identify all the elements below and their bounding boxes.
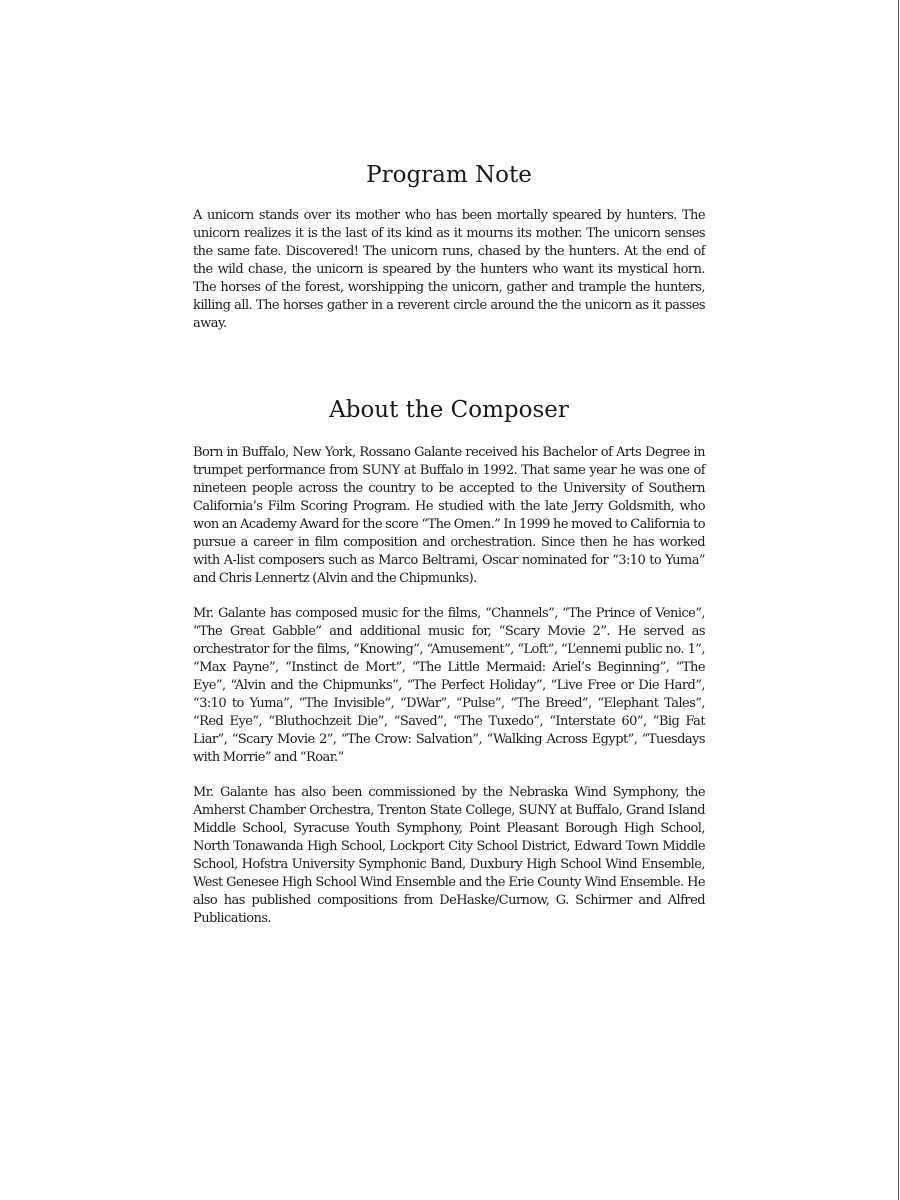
program-note-heading: Program Note [366, 162, 532, 188]
program-note-section [193, 161, 705, 333]
composer-commissions-paragraph: Mr. Galante has also been commissioned by the Nebraska Wind Symphony, the Amherst Chamber Orchestra, Trenton State College, SUNY at Buffalo, Grand Island Middle School, Syracuse Youth Symphony, Point Pleasant Borough High School, North Tonawanda High School, Lockport City School District, Edward Town Middle School, Hofstra University Symphonic Band, Duxbury High School Wind Ensemble, West Genesee High School Wind Ensemble and the Erie County Wind Ensemble. He also has published compositions from DeHaske/Curnow, G. Schirmer and Alfred Publications. [193, 785, 705, 926]
composer-filmography-paragraph: Mr. Galante has composed music for the films, “Channels”, “The Prince of Venice”, “The Great Gabble” and additional music for, “Scary Movie 2”. He served as orchestrator for the films, “Knowing”, “Amusement”, “Loft”, “L’ennemi public no. 1”, “Max Payne”, “Instinct de Mort”, “The Little Mermaid: Ariel’s Beginning”, “The Eye”, “Alvin and the Chipmunks”, “The Perfect Holiday”, “Live Free or Die Hard”, “3:10 to Yuma”, “The Invisible”, “DWar”, “Pulse”, “The Breed”, “Elephant Tales”, “Red Eye”, “Bluthochzeit Die”, “Saved”, “The Tuxedo”, “Interstate 60”, “Big Fat Liar”, “Scary Movie 2”, “The Crow: Salvation”, “Walking Across Egypt”, “Tuesdays with Morrie” and “Roar.” [193, 606, 705, 765]
about-composer-section [193, 396, 705, 928]
composer-bio-paragraph: Born in Buffalo, New York, Rossano Galante received his Bachelor of Arts Degree in trumpet performance from SUNY at Buffalo in 1992. That same year he was one of nineteen people across the country to be accepted to the University of Southern California’s Film Scoring Program. He studied with the late Jerry Goldsmith, who won an Academy Award for the score “The Omen.” In 1999 he moved to California to pursue a career in film composition and orchestration. Since then he has worked with A-list composers such as Marco Beltrami, Oscar nominated for “3:10 to Yuma” and Chris Lennertz (Alvin and the Chipmunks). [193, 445, 705, 586]
program-note-text: A unicorn stands over its mother who has been mortally speared by hunters. The unicorn realizes it is the last of its kind as it mourns its mother. The unicorn senses the same fate. Discovered! The unicorn runs, chased by the hunters. At the end of the wild chase, the unicorn is speared by the hunters who want its mystical horn. The horses of the forest, worshipping the unicorn, gather and trample the hunters, killing all. The horses gather in a reverent circle around the the unicorn as it passes away. [193, 208, 705, 331]
about-composer-heading: About the Composer [329, 397, 569, 423]
